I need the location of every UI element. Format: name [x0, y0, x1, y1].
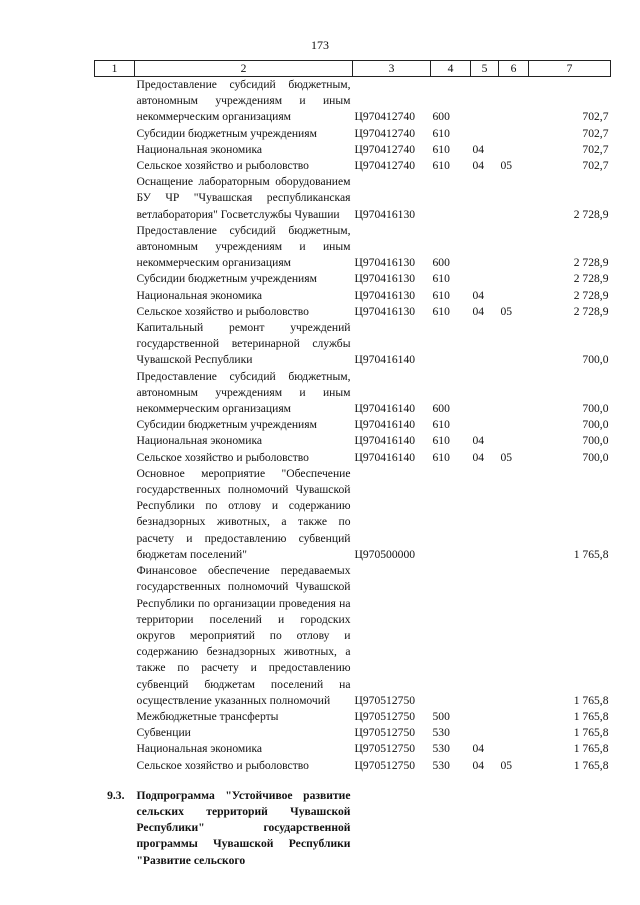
row-code: Ц970416140 — [354, 353, 416, 367]
row-amount: 702,7 — [582, 142, 609, 156]
row-subsection — [499, 320, 529, 369]
table-row — [95, 417, 611, 433]
row-expense-type — [431, 320, 471, 369]
row-subsection — [499, 725, 529, 741]
cell-section — [95, 126, 135, 142]
row-amount: 1 765,8 — [573, 758, 609, 772]
row-name: Субсидии бюджетным учреждениям — [136, 418, 317, 432]
table-row — [95, 758, 611, 774]
row-name: Национальная экономика — [136, 434, 263, 448]
row-code: Ц970412740 — [354, 126, 416, 140]
row-code: Ц970500000 — [354, 547, 416, 561]
cell-section — [95, 304, 135, 320]
row-section: 04 — [472, 450, 485, 464]
cell-section — [95, 450, 135, 466]
row-code: Ц970416130 — [354, 272, 416, 286]
row-name: Основное мероприятие "Обеспечение государственных полномочий Чувашской Республики по отлову и содержанию безнадзорных животных, а также по расчету и предоставлению субвенций бюджетам поселений" — [136, 466, 351, 561]
row-section: 04 — [472, 742, 485, 756]
row-name: Предоставление субсидий бюджетным, автономным учреждениям и иным некоммерческим организациям — [136, 78, 351, 124]
row-subsection — [499, 126, 529, 142]
row-section: 04 — [472, 142, 485, 156]
row-subsection: 05 — [500, 758, 513, 772]
row-subsection — [499, 563, 529, 709]
row-amount: 700,0 — [582, 418, 609, 432]
row-subsection: 05 — [500, 304, 513, 318]
row-amount: 1 765,8 — [573, 547, 609, 561]
row-expense-type: 610 — [432, 304, 450, 318]
table-row — [95, 741, 611, 757]
row-name: Оснащение лабораторным оборудованием БУ ЧР "Чувашская республиканская ветлаборатория" Госветслужбы Чувашии — [136, 175, 351, 221]
row-name: Сельское хозяйство и рыболовство — [136, 304, 309, 318]
row-code: Ц970412740 — [354, 142, 416, 156]
row-section — [471, 126, 499, 142]
row-subsection — [499, 709, 529, 725]
table-row — [95, 223, 611, 272]
table-row — [95, 77, 611, 126]
row-code: Ц970416130 — [354, 207, 416, 221]
row-expense-type: 610 — [432, 272, 450, 286]
table-row — [95, 450, 611, 466]
header-cell: 6 — [499, 61, 529, 77]
row-expense-type — [431, 466, 471, 563]
table-row — [95, 563, 611, 709]
row-subsection — [499, 741, 529, 757]
row-code: Ц970512750 — [354, 758, 416, 772]
row-name: Национальная экономика — [136, 288, 263, 302]
cell-section — [95, 433, 135, 449]
row-section — [471, 271, 499, 287]
table-row — [95, 304, 611, 320]
row-code: Ц970412740 — [354, 159, 416, 173]
header-cell: 4 — [431, 61, 471, 77]
row-code: Ц970416130 — [354, 256, 416, 270]
table-row — [95, 709, 611, 725]
row-amount: 700,0 — [582, 450, 609, 464]
cell-section — [95, 77, 135, 126]
row-code: Ц970416140 — [354, 450, 416, 464]
header-cell: 1 — [95, 61, 135, 77]
subprogram-row — [95, 774, 611, 869]
row-section: 04 — [472, 758, 485, 772]
header-row — [95, 61, 611, 77]
table-row — [95, 142, 611, 158]
row-code: Ц970512750 — [354, 742, 416, 756]
row-section — [471, 77, 499, 126]
row-amount: 702,7 — [582, 126, 609, 140]
row-code: Ц970416130 — [354, 304, 416, 318]
row-amount: 1 765,8 — [573, 726, 609, 740]
row-name: Субсидии бюджетным учреждениям — [136, 272, 317, 286]
row-expense-type: 610 — [432, 142, 450, 156]
row-section: 04 — [472, 304, 485, 318]
cell-section — [95, 320, 135, 369]
row-subsection — [499, 77, 529, 126]
table-row — [95, 433, 611, 449]
row-section — [471, 563, 499, 709]
cell-section — [95, 369, 135, 418]
row-subsection: 05 — [500, 159, 513, 173]
cell-section — [95, 417, 135, 433]
row-name: Субвенции — [136, 726, 191, 740]
row-expense-type: 610 — [432, 450, 450, 464]
row-name: Капитальный ремонт учреждений государственной ветеринарной службы Чувашской Республики — [136, 321, 351, 367]
row-subsection — [499, 142, 529, 158]
table-row — [95, 369, 611, 418]
table-row — [95, 725, 611, 741]
row-subsection — [499, 223, 529, 272]
header-cell: 5 — [471, 61, 499, 77]
subprogram-name: Подпрограмма "Устойчивое развитие сельских территорий Чувашской Республики" государственной программы Чувашской Республики "Развитие сельского — [136, 788, 351, 867]
row-section — [471, 320, 499, 369]
subprogram-number: 9.3. — [107, 788, 125, 802]
row-expense-type: 610 — [432, 434, 450, 448]
row-subsection: 05 — [500, 450, 513, 464]
row-amount: 700,0 — [582, 353, 609, 367]
row-section — [471, 174, 499, 223]
cell-section — [95, 709, 135, 725]
row-name: Национальная экономика — [136, 742, 263, 756]
row-amount: 1 765,8 — [573, 709, 609, 723]
row-amount: 1 765,8 — [573, 693, 609, 707]
cell-section — [95, 725, 135, 741]
row-expense-type: 600 — [432, 402, 450, 416]
row-expense-type — [431, 563, 471, 709]
row-subsection — [499, 174, 529, 223]
row-section — [471, 369, 499, 418]
row-section — [471, 223, 499, 272]
row-amount: 2 728,9 — [573, 288, 609, 302]
row-amount: 1 765,8 — [573, 742, 609, 756]
cell-section — [95, 563, 135, 709]
row-section: 04 — [472, 288, 485, 302]
table-row — [95, 174, 611, 223]
cell-section — [95, 758, 135, 774]
row-section: 04 — [472, 434, 485, 448]
table-row — [95, 271, 611, 287]
row-section — [471, 725, 499, 741]
row-code: Ц970416140 — [354, 402, 416, 416]
row-code: Ц970416140 — [354, 418, 416, 432]
row-name: Сельское хозяйство и рыболовство — [136, 758, 309, 772]
header-cell: 7 — [529, 61, 611, 77]
table-row — [95, 126, 611, 142]
row-section — [471, 466, 499, 563]
row-code: Ц970512750 — [354, 709, 416, 723]
budget-table — [94, 60, 611, 869]
row-name: Предоставление субсидий бюджетным, автономным учреждениям и иным некоммерческим организациям — [136, 369, 351, 416]
row-expense-type: 600 — [432, 110, 450, 124]
header-cell: 2 — [135, 61, 353, 77]
cell-section — [95, 741, 135, 757]
header-cell: 3 — [353, 61, 431, 77]
row-code: Ц970412740 — [354, 110, 416, 124]
row-amount: 702,7 — [582, 159, 609, 173]
cell-section — [95, 466, 135, 563]
row-code: Ц970416130 — [354, 288, 416, 302]
row-subsection — [499, 466, 529, 563]
row-subsection — [499, 369, 529, 418]
row-name: Финансовое обеспечение передаваемых государственных полномочий Чувашской Республики по организации проведения на территории поселений и городских округов мероприятий по отлову и содержанию безнадзорных животных, а также по расчету и предоставлению субвенций бюджетам поселений на осуществление указанных полномочий — [136, 564, 351, 707]
cell-section — [95, 142, 135, 158]
table-row — [95, 466, 611, 563]
row-name: Национальная экономика — [136, 142, 263, 156]
row-expense-type — [431, 174, 471, 223]
page-number: 173 — [311, 38, 329, 52]
row-code: Ц970512750 — [354, 726, 416, 740]
row-expense-type: 610 — [432, 418, 450, 432]
table-row — [95, 288, 611, 304]
row-expense-type: 530 — [432, 758, 450, 772]
row-amount: 2 728,9 — [573, 207, 609, 221]
row-name: Межбюджетные трансферты — [136, 709, 279, 723]
row-subsection — [499, 417, 529, 433]
row-section: 04 — [472, 159, 485, 173]
row-name: Субсидии бюджетным учреждениям — [136, 126, 317, 140]
row-amount: 2 728,9 — [573, 272, 609, 286]
row-amount: 700,0 — [582, 434, 609, 448]
row-subsection — [499, 433, 529, 449]
row-name: Предоставление субсидий бюджетным, автономным учреждениям и иным некоммерческим организациям — [136, 223, 351, 270]
row-expense-type: 530 — [432, 726, 450, 740]
cell-section — [95, 174, 135, 223]
row-expense-type: 530 — [432, 742, 450, 756]
row-expense-type: 610 — [432, 126, 450, 140]
cell-section — [95, 288, 135, 304]
row-expense-type: 610 — [432, 288, 450, 302]
cell-section — [95, 223, 135, 272]
row-expense-type: 600 — [432, 256, 450, 270]
row-expense-type: 500 — [432, 709, 450, 723]
row-subsection — [499, 271, 529, 287]
cell-section — [95, 271, 135, 287]
row-subsection — [499, 288, 529, 304]
row-section — [471, 417, 499, 433]
row-amount: 702,7 — [582, 110, 609, 124]
row-name: Сельское хозяйство и рыболовство — [136, 159, 309, 173]
row-amount: 2 728,9 — [573, 304, 609, 318]
row-code: Ц970416140 — [354, 434, 416, 448]
row-code: Ц970512750 — [354, 693, 416, 707]
row-expense-type: 610 — [432, 159, 450, 173]
table-row — [95, 320, 611, 369]
row-amount: 2 728,9 — [573, 256, 609, 270]
cell-section — [95, 158, 135, 174]
row-name: Сельское хозяйство и рыболовство — [136, 450, 309, 464]
row-section — [471, 709, 499, 725]
row-amount: 700,0 — [582, 402, 609, 416]
table-row — [95, 158, 611, 174]
